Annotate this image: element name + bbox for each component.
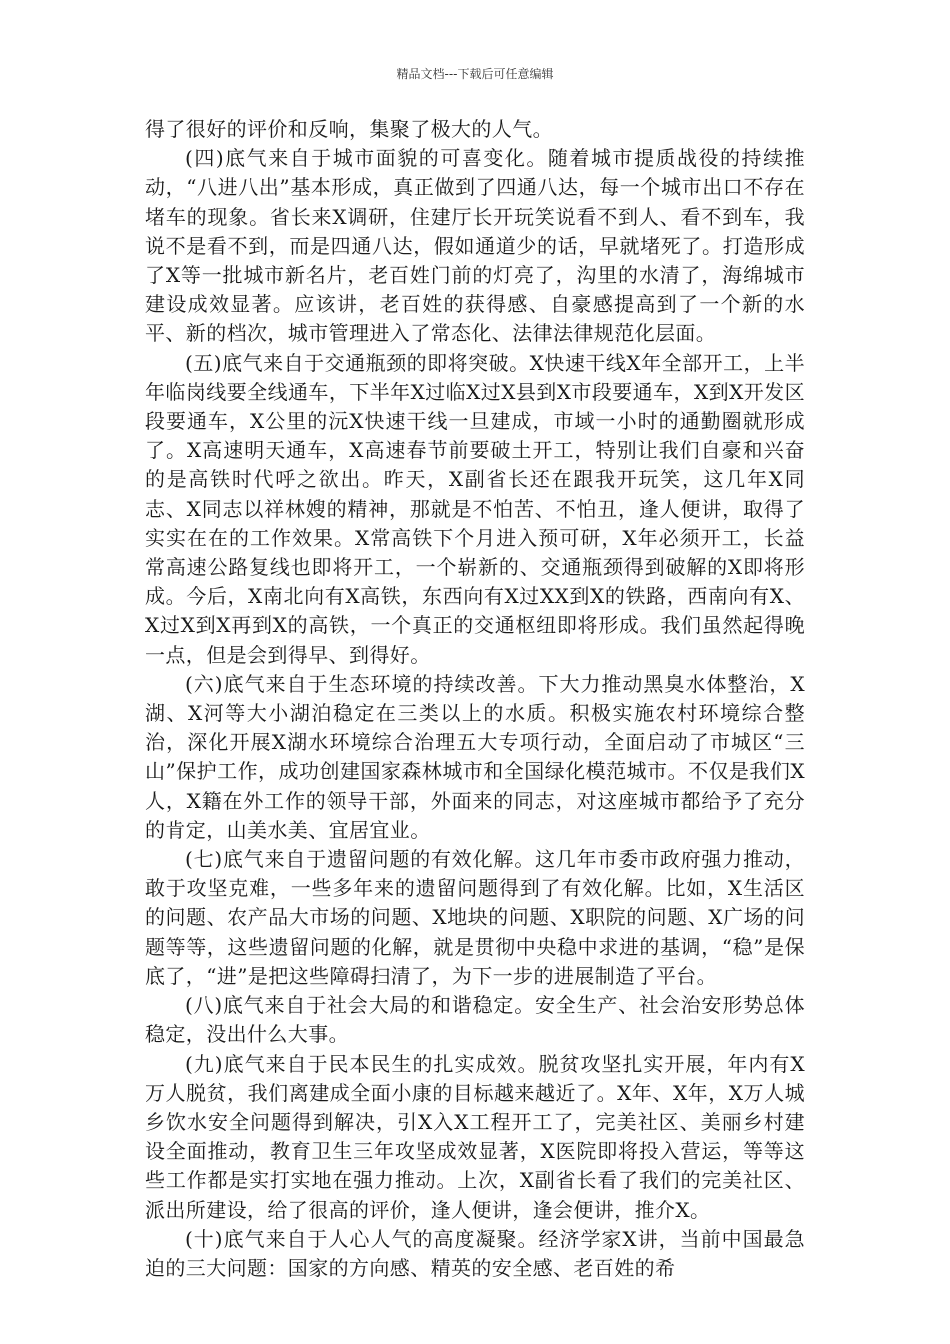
paragraph-8: (八)底气来自于社会大局的和谐稳定。安全生产、社会治安形势总体稳定，没出什么大事。 <box>145 993 805 1047</box>
paragraph-continued: 得了很好的评价和反响，集聚了极大的人气。 <box>145 117 553 141</box>
document-body <box>145 115 805 1283</box>
paragraph-10: (十)底气来自于人心人气的高度凝聚。经济学家X讲，当前中国最急迫的三大问题：国家的方向感、精英的安全感、老百姓的希 <box>145 1226 805 1280</box>
paragraph-7: (七)底气来自于遗留问题的有效化解。这几年市委市政府强力推动，敢于攻坚克难，一些多年来的遗留问题得到了有效化解。比如，X生活区的问题、农产品大市场的问题、X地块的问题、X职院的问题、X广场的问题等等，这些遗留问题的化解，就是贯彻中央稳中求进的基调，“稳”是保底了，“进”是把这些障碍扫清了，为下一步的进展制造了平台。 <box>145 847 805 988</box>
page-header: 精品文档---下载后可任意编辑 <box>396 67 554 81</box>
paragraph-9: (九)底气来自于民本民生的扎实成效。脱贫攻坚扎实开展，年内有X万人脱贫，我们离建成全面小康的目标越来越近了。X年、X年，X万人城乡饮水安全问题得到解决，引X入X工程开工了，完美社区、美丽乡村建设全面推动，教育卫生三年攻坚成效显著，X医院即将投入营运，等等这些工作都是实打实地在强力推动。上次，X副省长看了我们的完美社区、派出所建设，给了很高的评价，逢人便讲，逢会便讲，推介X。 <box>145 1051 805 1222</box>
paragraph-6: (六)底气来自于生态环境的持续改善。下大力推动黑臭水体整治，X湖、X河等大小湖泊稳定在三类以上的水质。积极实施农村环境综合整治，深化开展X湖水环境综合治理五大专项行动，全面启动了市城区“三山”保护工作，成功创建国家森林城市和全国绿化模范城市。不仅是我们X人，X籍在外工作的领导干部，外面来的同志，对这座城市都给予了充分的肯定，山美水美、宜居宜业。 <box>145 671 805 842</box>
paragraph-5: (五)底气来自于交通瓶颈的即将突破。X快速干线X年全部开工，上半年临岗线要全线通车，下半年X过临X过X县到X市段要通车，X到X开发区段要通车，X公里的沅X快速干线一旦建成，市域一小时的通勤圈就形成了。X高速明天通车，X高速春节前要破土开工，特别让我们自豪和兴奋的是高铁时代呼之欲出。昨天，X副省长还在跟我开玩笑，这几年X同志、X同志以祥林嫂的精神，那就是不怕苦、不怕丑，逢人便讲，取得了实实在在的工作效果。X常高铁下个月进入预可研，X年必须开工，长益常高速公路复线也即将开工，一个崭新的、交通瓶颈得到破解的X即将形成。今后，X南北向有X高铁，东西向有X过XX到X的铁路，西南向有X、X过X到X再到X的高铁，一个真正的交通枢纽即将形成。我们虽然起得晚一点，但是会到得早、到得好。 <box>145 350 805 667</box>
paragraph-4: (四)底气来自于城市面貌的可喜变化。随着城市提质战役的持续推动，“八进八出”基本形成，真正做到了四通八达，每一个城市出口不存在堵车的现象。省长来X调研，住建厅长开玩笑说看不到人、看不到车，我说不是看不到，而是四通八达，假如通道少的话，早就堵死了。打造形成了X等一批城市新名片，老百姓门前的灯亮了，沟里的水清了，海绵城市建设成效显著。应该讲，老百姓的获得感、自豪感提高到了一个新的水平、新的档次，城市管理进入了常态化、法律法律规范化层面。 <box>145 146 805 346</box>
